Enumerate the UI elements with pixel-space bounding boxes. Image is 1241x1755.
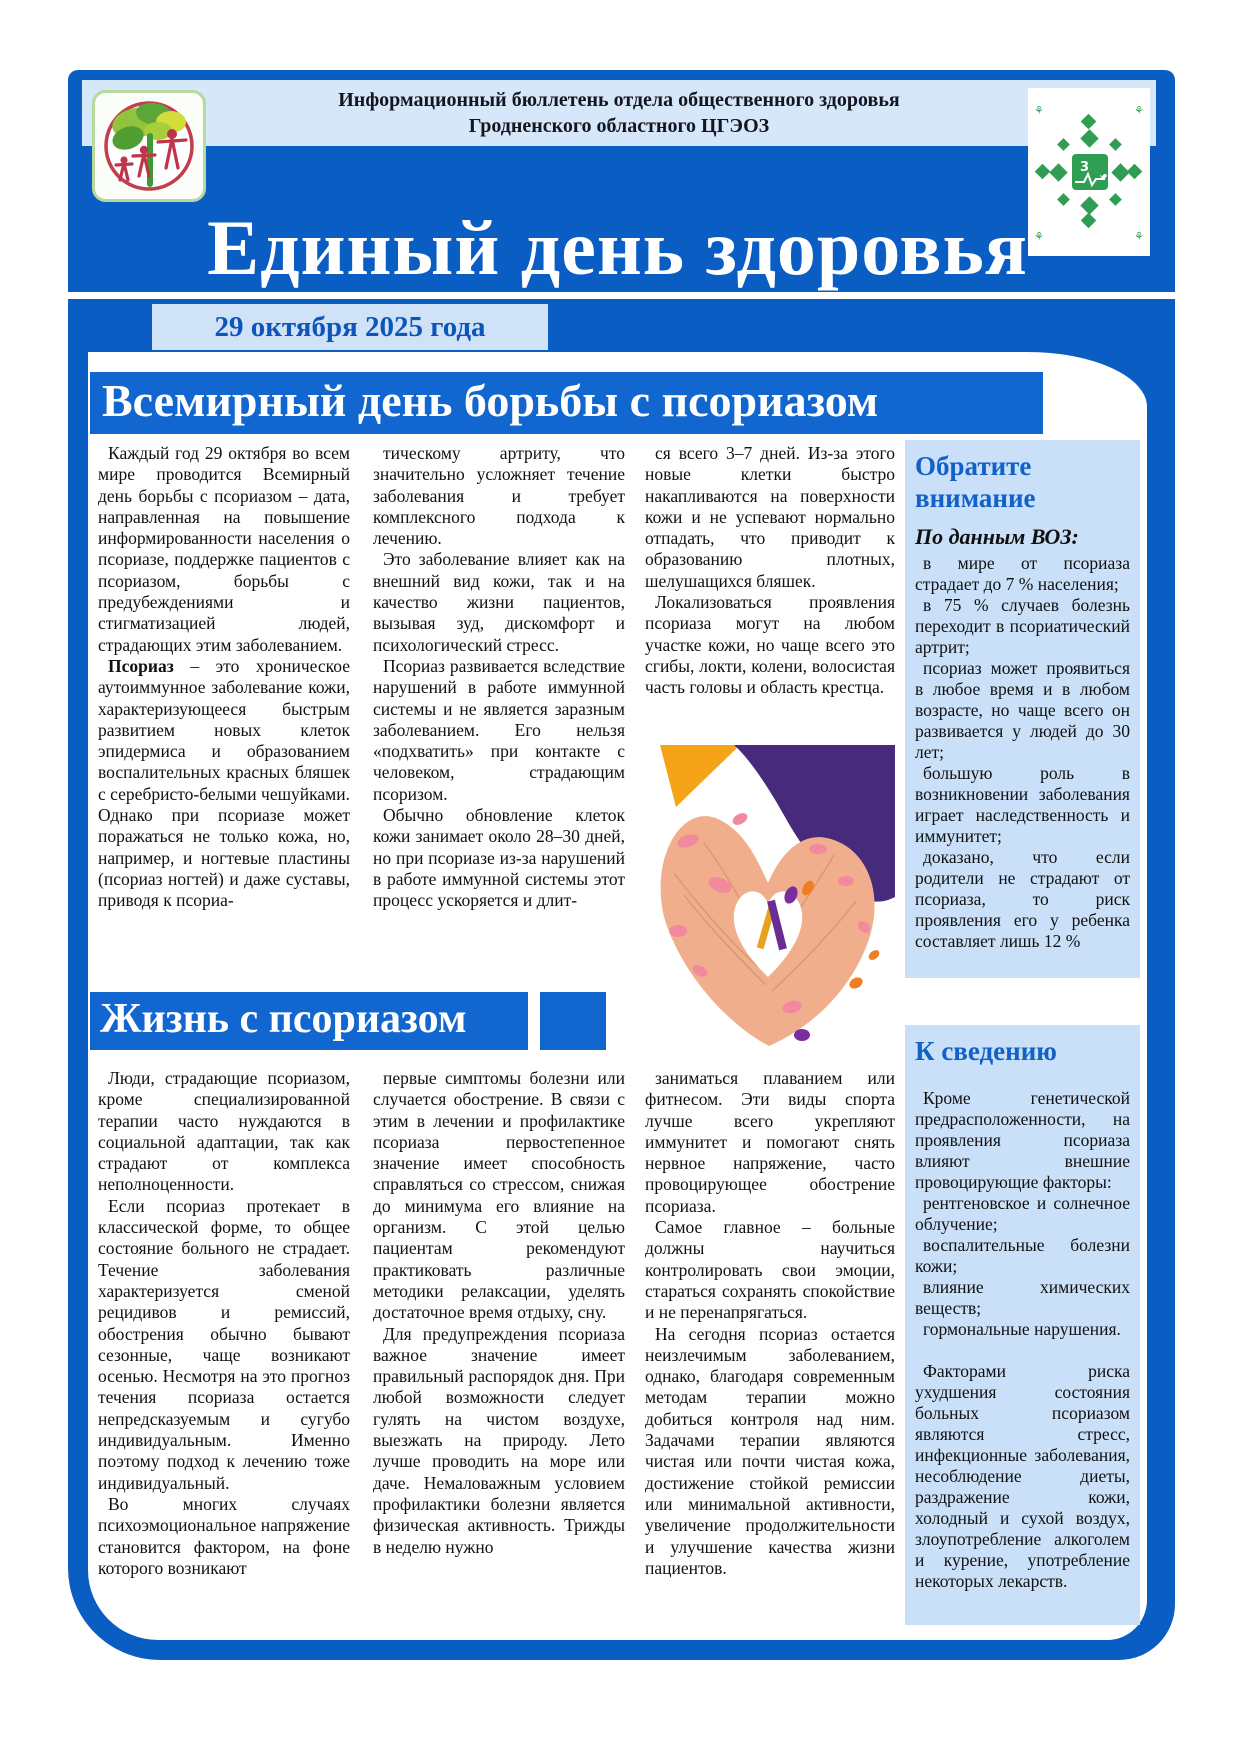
attention-item: в 75 % случаев болезнь переходит в псориатический артрит;	[915, 595, 1130, 657]
health-people-tree-logo-icon	[92, 90, 206, 202]
body-paragraph: первые симптомы болезни или случается обострение. В связи с этим в лечении и профилактике псориаза первостепенное значение имеет способность справляться со стрессом, снижая до минимума его влияние на организм. С этой целью пациентам рекомендуют практиковать различные методики релаксации, уделять достаточное время отдыху, сну.	[373, 1068, 625, 1323]
body-paragraph: заниматься плаванием или фитнесом. Эти виды спорта лучше всего укрепляют иммунитет и помогают снять нервное напряжение, часто провоцирующее обострение псориаза.	[645, 1068, 895, 1216]
body-paragraph: Для предупреждения псориаза важное значение имеет правильный распорядок дня. При любой возможности следует гулять на чистом воздухе, выезжать на природу. Лето лучше проводить на море или даче. Немаловажным условием профилактики болезни является физическая активность. Трижды в неделю нужно	[373, 1323, 625, 1557]
section1-column2	[373, 443, 625, 979]
attention-panel-subtitle: По данным ВОЗ:	[915, 524, 1079, 549]
info-paragraph: Факторами риска ухудшения состояния больных псориазом являются стресс, инфекционные заболевания, несоблюдение диеты, раздражение кожи, холодный и сухой воздух, злоупотребление алкоголем и курение, употребление некоторых лекарств.	[915, 1361, 1130, 1591]
info-item: рентгеновское и солнечное облучение;	[915, 1193, 1130, 1234]
svg-text:⚘: ⚘	[1034, 230, 1044, 243]
hands-heart-psoriasis-illustration	[642, 745, 895, 1052]
svg-text:⚘: ⚘	[1134, 104, 1144, 117]
attention-item: псориаз может проявиться в любое время и в любом возрасте, но чаще всего он развивается у людей до 30 лет;	[915, 658, 1130, 762]
body-paragraph: Это заболевание влияет как на внешний вид кожи, так и на качество жизни пациентов, вызывая зуд, дискомфорт и психологический стресс.	[373, 549, 625, 655]
svg-text:3: 3	[1080, 160, 1090, 175]
date-badge: 29 октября 2025 года	[152, 304, 548, 350]
info-item: воспалительные болезни кожи;	[915, 1235, 1130, 1276]
body-paragraph: Во многих случаях психоэмоциональное напряжение становится фактором, на фоне которого возникают	[98, 1493, 350, 1578]
attention-panel-title: Обратите внимание	[915, 451, 1036, 513]
section2-column2	[373, 1068, 625, 1630]
section1-title-bar: Всемирный день борьбы с псориазом	[90, 372, 1043, 434]
section2-column1	[98, 1068, 350, 1630]
body-paragraph: ся всего 3–7 дней. Из-за этого новые клетки быстро накапливаются на поверхности кожи и не успевают нормально отпадать, что приводит к образованию плотных, шелушащихся бляшек.	[645, 443, 895, 591]
body-paragraph: Если псориаз протекает в классической форме, то общее состояние больного не страдает. Течение заболевания характеризуется сменой рецидивов и ремиссий, обострения обычно бывают сезонные, чаще возникают осенью. Несмотря на это прогноз течения псориаза остается непредсказуемым и сугубо индивидуальным. Именно поэтому подход к лечению тоже индивидуальный.	[98, 1195, 350, 1493]
svg-text:⚘: ⚘	[1034, 104, 1044, 117]
attention-panel	[905, 440, 1140, 978]
body-paragraph: Псориаз – это хроническое аутоиммунное заболевание кожи, характеризующееся быстрым развитием новых клеток эпидермиса и образованием воспалительных красных бляшек с серебристо-белыми чешуйками. Однако при псориазе может поражаться не только кожа, но, например, и ногтевые пластины (псориаз ногтей) и даже суставы, приводя к псориа-	[98, 655, 350, 911]
masthead-line2: Гродненского областного ЦГЭОЗ	[468, 115, 770, 137]
body-paragraph: Самое главное – больные должны научиться контролировать свои эмоции, стараться сохранять спокойствие и не перенапрягаться.	[645, 1217, 895, 1323]
page-title: Единый день здоровья	[207, 204, 1028, 291]
body-paragraph: Люди, страдающие псориазом, кроме специализированной терапии часто нуждаются в социальной адаптации, так как страдают от комплекса неполноценности.	[98, 1068, 350, 1195]
health-people-tree-logo	[92, 90, 206, 202]
section2-column3	[645, 1068, 895, 1630]
info-item: влияние химических веществ;	[915, 1277, 1130, 1318]
body-paragraph: Псориаз развивается вследствие нарушений в работе иммунной системы и не является заразным заболеванием. Его нельзя «подхватить» при контакте с человеком, страдающим псоризом.	[373, 655, 625, 804]
body-paragraph: На сегодня псориаз остается неизлечимым заболеванием, однако, благодаря современным методам терапии можно добиться контроля над ним. Задачами терапии являются чистая или почти чистая кожа, достижение стойкой ремиссии или минимальной активности, увеличение продолжительности и улучшение качества жизни пациентов.	[645, 1323, 895, 1578]
masthead-strip	[82, 80, 1156, 146]
section2-title-bar: Жизнь с псориазом	[90, 992, 528, 1050]
body-paragraph: тическому артриту, что значительно усложняет течение заболевания и требует комплексного подхода к лечению.	[373, 443, 625, 549]
info-paragraph: Кроме генетической предрасположенности, на проявления псориаза влияют внешние провоцирующие факторы:	[915, 1088, 1130, 1192]
body-paragraph: Локализоваться проявления псориаза могут на любом участке кожи, но чаще всего это сгибы, локти, колени, волосистая часть головы и область крестца.	[645, 592, 895, 698]
svg-text:⚘: ⚘	[1134, 230, 1144, 243]
title-divider	[68, 292, 1175, 299]
info-panel	[905, 1025, 1140, 1625]
body-paragraph: Каждый год 29 октября во всем мире проводится Всемирный день борьбы с псориазом – дата, направленная на повышение информированности населения о псориазе, поддержке пациентов с псориазом, борьбы с предубеждениями и стигматизацией людей, страдающих этим заболеванием.	[98, 443, 350, 655]
section1-column1	[98, 443, 350, 979]
attention-item: доказано, что если родители не страдают от псориаза, то риск проявления его у ребенка составляет лишь 12 %	[915, 847, 1130, 951]
info-item: гормональные нарушения.	[923, 1319, 1121, 1339]
body-paragraph: Обычно обновление клеток кожи занимает около 28–30 дней, но при псориазе из-за нарушений в работе иммунной системы этот процесс ускоряется и длит-	[373, 805, 625, 911]
decor-square	[540, 992, 606, 1050]
hands-heart-illustration-icon	[642, 745, 895, 1052]
masthead-line1: Информационный бюллетень отдела общественного здоровья	[338, 89, 900, 111]
attention-item: большую роль в возникновении заболевания играет наследственность и иммунитет;	[915, 763, 1130, 846]
info-panel-title: К сведению	[915, 1036, 1057, 1066]
lead-term: Псориаз	[108, 655, 174, 676]
attention-item: в мире от псориаза страдает до 7 % населения;	[915, 553, 1130, 594]
